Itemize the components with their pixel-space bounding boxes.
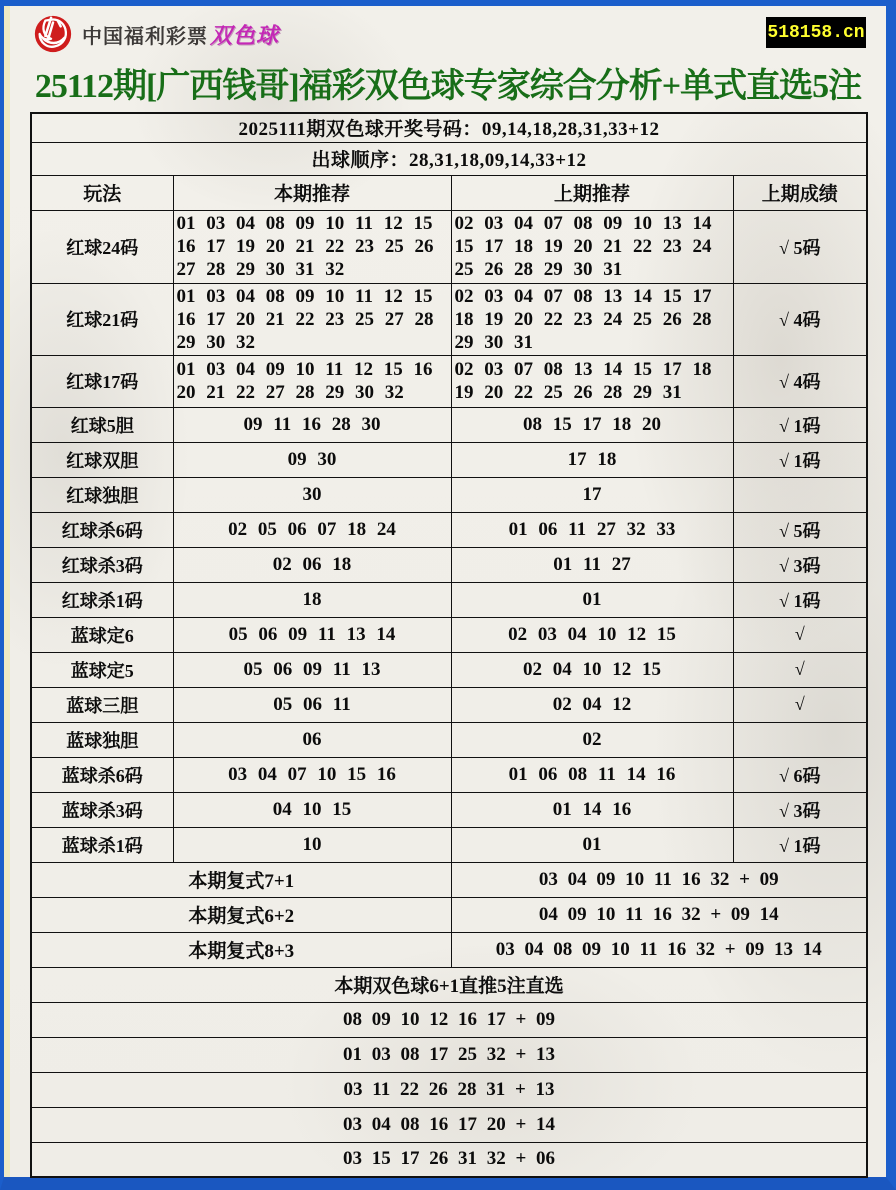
previous-numbers: 02 03 07 08 13 14 15 17 18 19 20 22 25 26 28 29 31	[451, 355, 733, 407]
table-header-row	[31, 175, 867, 210]
play-label: 蓝球独胆	[31, 722, 173, 757]
previous-numbers: 01	[451, 582, 733, 617]
column-header-previous: 上期推荐	[451, 175, 733, 210]
current-numbers: 05 06 09 11 13	[173, 652, 451, 687]
play-label: 红球杀6码	[31, 512, 173, 547]
previous-numbers: 17 18	[451, 442, 733, 477]
logo-product-text: 双色球	[210, 22, 280, 48]
previous-numbers: 02	[451, 722, 733, 757]
column-header-current: 本期推荐	[173, 175, 451, 210]
table-row	[31, 547, 867, 582]
result-badge: √ 1码	[733, 582, 867, 617]
play-label: 蓝球杀1码	[31, 827, 173, 862]
direct-pick-numbers: 03 11 22 26 28 31 + 13	[31, 1072, 867, 1107]
previous-numbers: 01	[451, 827, 733, 862]
table-row	[31, 355, 867, 407]
previous-numbers: 02 03 04 07 08 09 10 13 14 15 17 18 19 20 21 22 23 24 25 26 28 29 30 31	[451, 210, 733, 283]
current-numbers: 18	[173, 582, 451, 617]
column-header-result: 上期成绩	[733, 175, 867, 210]
result-badge	[733, 477, 867, 512]
table-row	[31, 477, 867, 512]
page-background	[4, 6, 886, 1177]
header-logo-row	[32, 14, 279, 54]
previous-numbers: 01 11 27	[451, 547, 733, 582]
direct-pick-row	[31, 1107, 867, 1142]
previous-numbers: 01 06 08 11 14 16	[451, 757, 733, 792]
table-row	[31, 442, 867, 477]
previous-numbers: 02 03 04 10 12 15	[451, 617, 733, 652]
play-label: 红球17码	[31, 355, 173, 407]
play-label: 蓝球杀3码	[31, 792, 173, 827]
duplex-numbers: 03 04 09 10 11 16 32 + 09	[451, 862, 867, 897]
table-row	[31, 407, 867, 442]
play-label: 红球杀3码	[31, 547, 173, 582]
play-label: 红球双胆	[31, 442, 173, 477]
direct-pick-numbers: 03 15 17 26 31 32 + 06	[31, 1142, 867, 1177]
direct-pick-row	[31, 1142, 867, 1177]
play-label: 蓝球定5	[31, 652, 173, 687]
draw-result-row	[31, 113, 867, 142]
current-numbers: 02 05 06 07 18 24	[173, 512, 451, 547]
previous-numbers: 17	[451, 477, 733, 512]
table-row	[31, 792, 867, 827]
table-row	[31, 210, 867, 283]
duplex-row	[31, 932, 867, 967]
analysis-table	[30, 112, 868, 1178]
table-row	[31, 652, 867, 687]
current-numbers: 05 06 11	[173, 687, 451, 722]
result-badge: √ 4码	[733, 355, 867, 407]
result-badge: √	[733, 617, 867, 652]
result-badge: √ 4码	[733, 283, 867, 355]
table-row	[31, 582, 867, 617]
current-numbers: 02 06 18	[173, 547, 451, 582]
draw-result-text: 2025111期双色球开奖号码：09,14,18,28,31,33+12	[31, 113, 867, 142]
current-numbers: 05 06 09 11 13 14	[173, 617, 451, 652]
result-badge: √ 6码	[733, 757, 867, 792]
current-numbers: 09 30	[173, 442, 451, 477]
draw-order-text: 出球顺序：28,31,18,09,14,33+12	[31, 142, 867, 175]
duplex-label: 本期复式8+3	[31, 932, 451, 967]
direct-section-header-row	[31, 967, 867, 1002]
current-numbers: 30	[173, 477, 451, 512]
current-numbers: 01 03 04 08 09 10 11 12 15 16 17 20 21 22 23 25 27 28 29 30 32	[173, 283, 451, 355]
page-title: 25112期[广西钱哥]福彩双色球专家综合分析+单式直选5注	[34, 68, 862, 105]
duplex-row	[31, 862, 867, 897]
direct-pick-row	[31, 1002, 867, 1037]
play-label: 蓝球杀6码	[31, 757, 173, 792]
table-row	[31, 512, 867, 547]
play-label: 红球独胆	[31, 477, 173, 512]
previous-numbers: 01 14 16	[451, 792, 733, 827]
table-row	[31, 687, 867, 722]
current-numbers: 04 10 15	[173, 792, 451, 827]
site-domain-badge: 518158.cn	[766, 17, 866, 48]
result-badge: √ 5码	[733, 512, 867, 547]
result-badge	[733, 722, 867, 757]
result-badge: √	[733, 687, 867, 722]
current-numbers: 10	[173, 827, 451, 862]
direct-pick-row	[31, 1037, 867, 1072]
table-row	[31, 757, 867, 792]
table-row	[31, 617, 867, 652]
result-badge: √ 3码	[733, 792, 867, 827]
result-badge: √	[733, 652, 867, 687]
table-row	[31, 827, 867, 862]
result-badge: √ 5码	[733, 210, 867, 283]
current-numbers: 01 03 04 08 09 10 11 12 15 16 17 19 20 21 22 23 25 26 27 28 29 30 31 32	[173, 210, 451, 283]
duplex-numbers: 03 04 08 09 10 11 16 32 + 09 13 14	[451, 932, 867, 967]
table-row	[31, 722, 867, 757]
draw-order-row	[31, 142, 867, 175]
direct-pick-numbers: 01 03 08 17 25 32 + 13	[31, 1037, 867, 1072]
current-numbers: 01 03 04 09 10 11 12 15 16 20 21 22 27 28 29 30 32	[173, 355, 451, 407]
play-label: 红球杀1码	[31, 582, 173, 617]
result-badge: √ 1码	[733, 827, 867, 862]
duplex-label: 本期复式7+1	[31, 862, 451, 897]
current-numbers: 09 11 16 28 30	[173, 407, 451, 442]
result-badge: √ 3码	[733, 547, 867, 582]
direct-section-title: 本期双色球6+1直推5注直选	[31, 967, 867, 1002]
column-header-play: 玩法	[31, 175, 173, 210]
logo-brand-text: 中国福利彩票	[82, 25, 208, 48]
direct-pick-numbers: 08 09 10 12 16 17 + 09	[31, 1002, 867, 1037]
previous-numbers: 02 03 04 07 08 13 14 15 17 18 19 20 22 23 24 25 26 28 29 30 31	[451, 283, 733, 355]
previous-numbers: 08 15 17 18 20	[451, 407, 733, 442]
direct-pick-row	[31, 1072, 867, 1107]
play-label: 红球21码	[31, 283, 173, 355]
welfare-lottery-logo-icon	[32, 13, 74, 55]
direct-pick-numbers: 03 04 08 16 17 20 + 14	[31, 1107, 867, 1142]
current-numbers: 03 04 07 10 15 16	[173, 757, 451, 792]
duplex-numbers: 04 09 10 11 16 32 + 09 14	[451, 897, 867, 932]
play-label: 红球5胆	[31, 407, 173, 442]
previous-numbers: 02 04 10 12 15	[451, 652, 733, 687]
table-row	[31, 283, 867, 355]
play-label: 蓝球三胆	[31, 687, 173, 722]
result-badge: √ 1码	[733, 407, 867, 442]
play-label: 蓝球定6	[31, 617, 173, 652]
duplex-label: 本期复式6+2	[31, 897, 451, 932]
previous-numbers: 02 04 12	[451, 687, 733, 722]
result-badge: √ 1码	[733, 442, 867, 477]
current-numbers: 06	[173, 722, 451, 757]
previous-numbers: 01 06 11 27 32 33	[451, 512, 733, 547]
play-label: 红球24码	[31, 210, 173, 283]
duplex-row	[31, 897, 867, 932]
